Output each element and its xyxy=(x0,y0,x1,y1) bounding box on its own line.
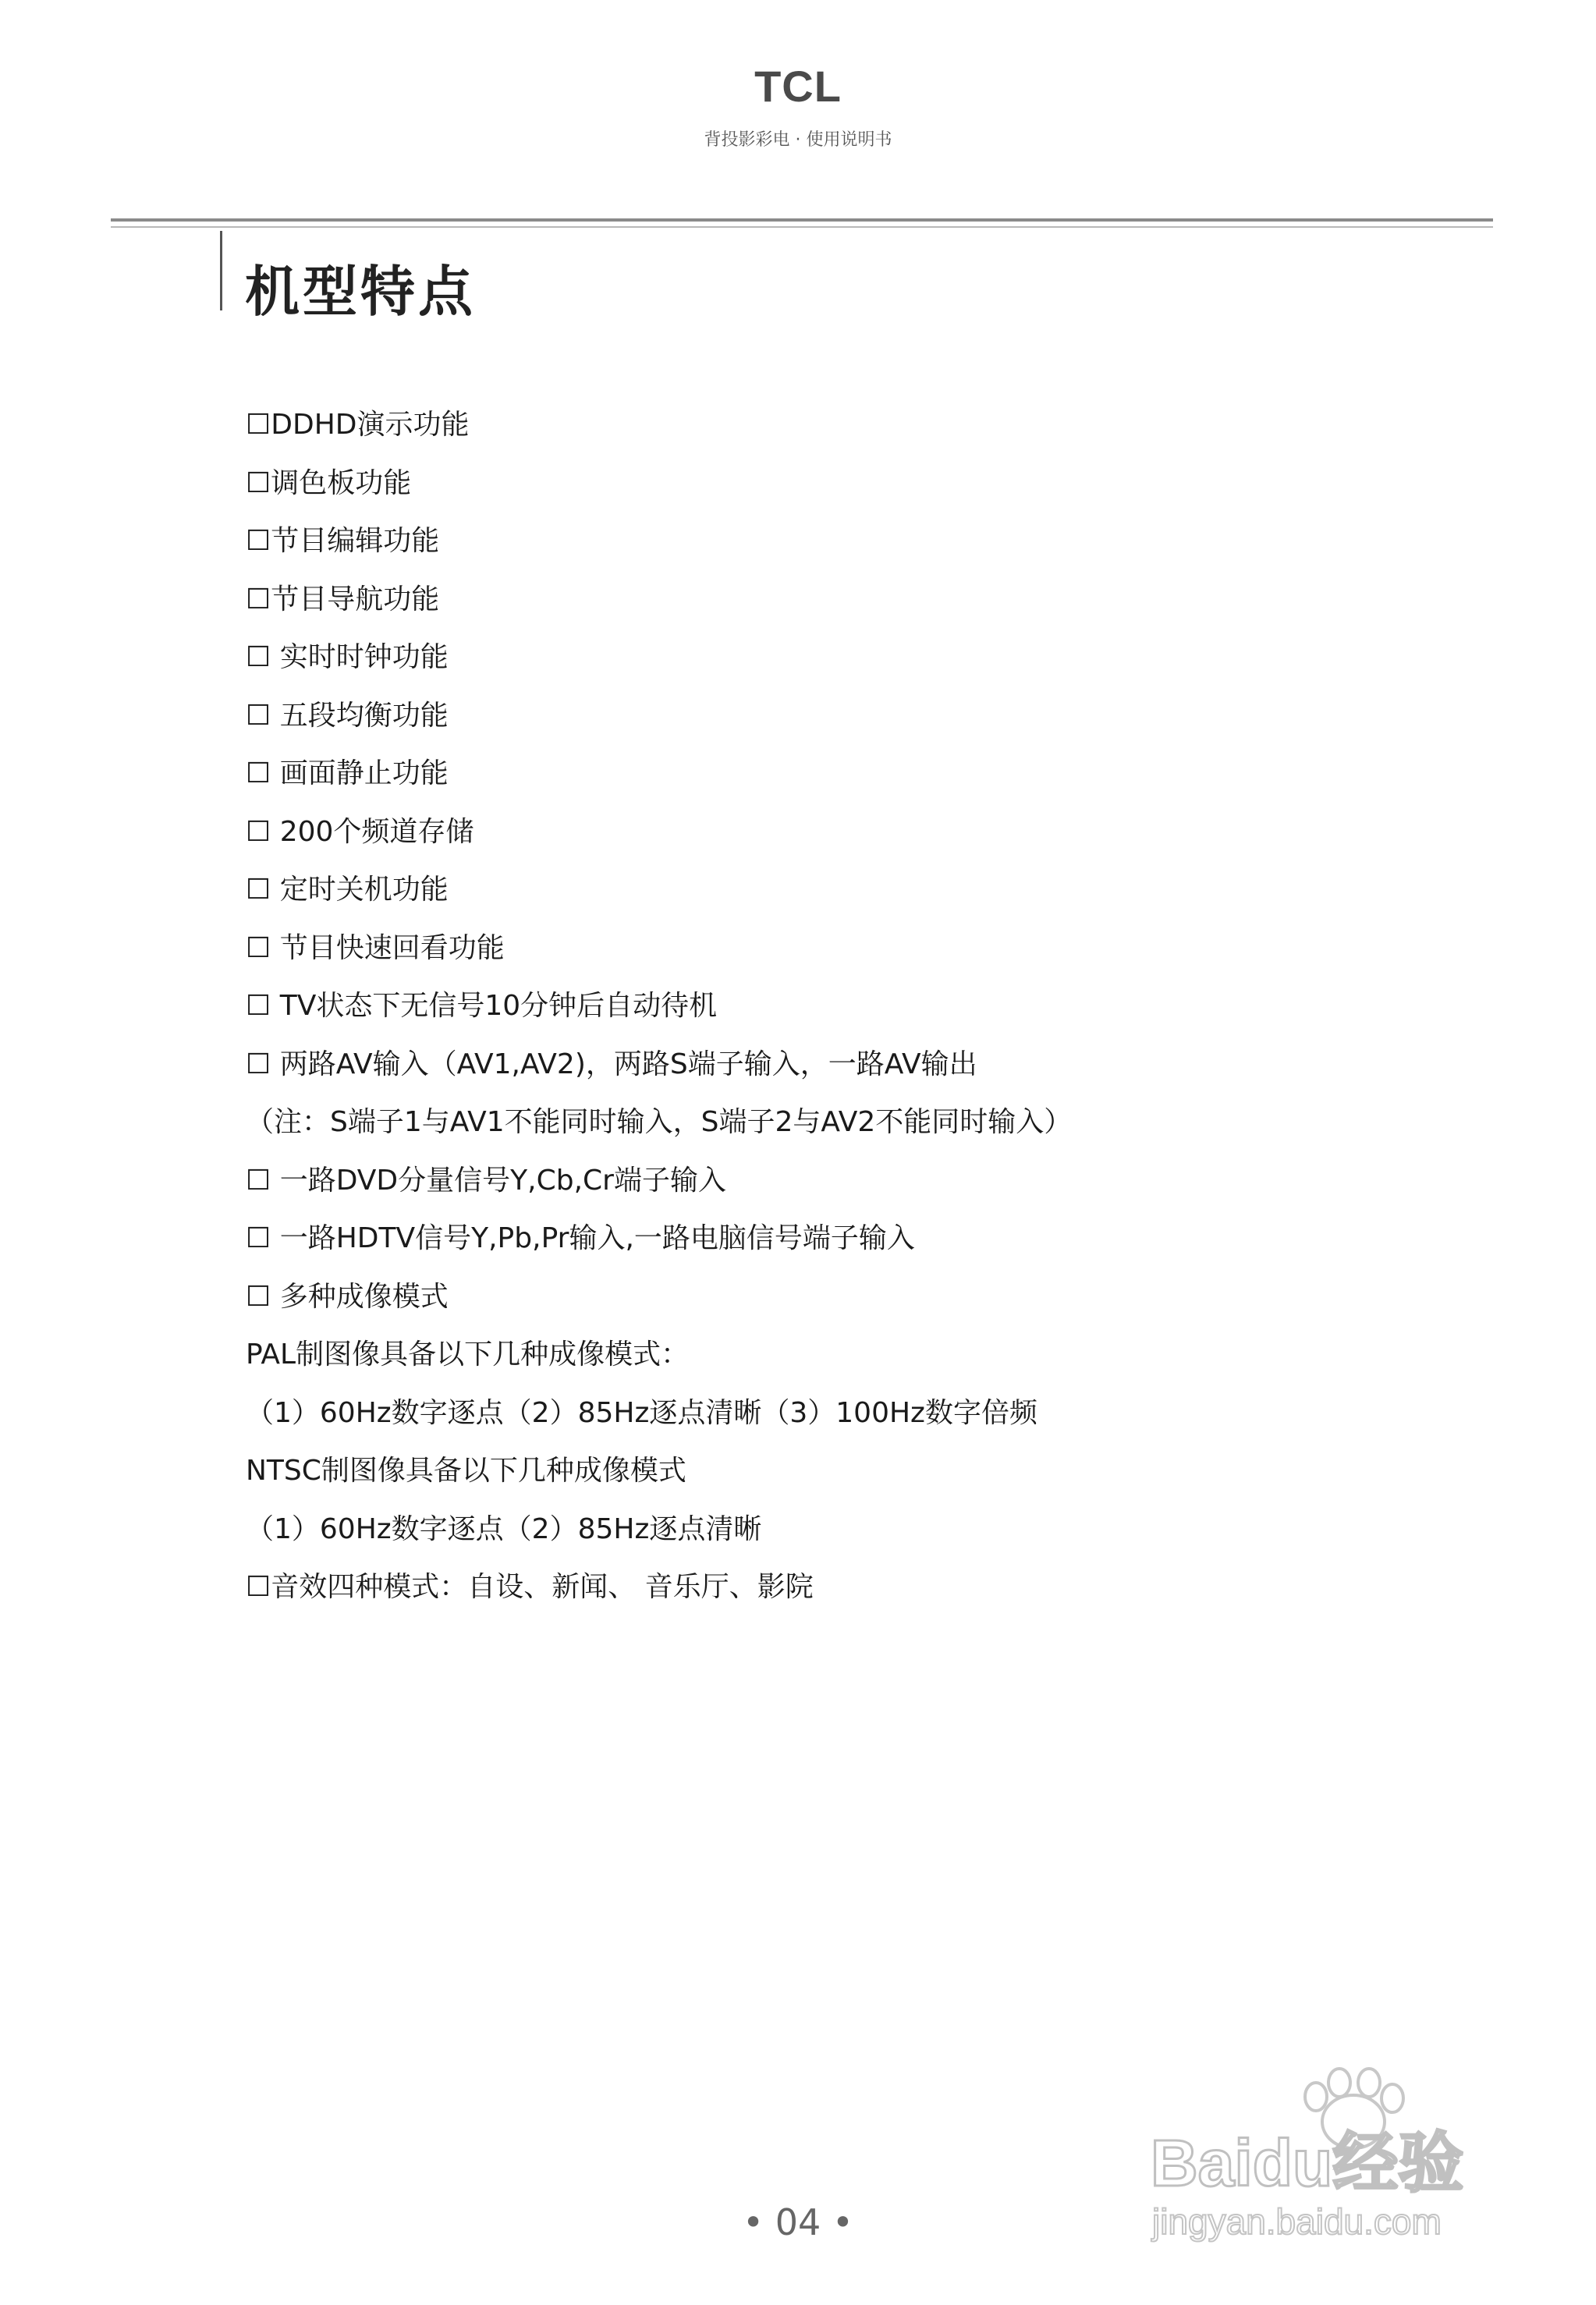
watermark-url: jingyan.baidu.com xyxy=(1152,2201,1442,2242)
header-divider-thin xyxy=(111,226,1493,228)
feature-item: ☐ 定时关机功能 xyxy=(246,874,449,906)
feature-note: （注：S端子1与AV1不能同时输入，S端子2与AV2不能同时输入） xyxy=(246,1106,1073,1138)
feature-item: ☐ 画面静止功能 xyxy=(246,757,449,789)
feature-item: ☐ 一路DVD分量信号Y,Cb,Cr端子输入 xyxy=(246,1164,726,1197)
feature-item: ☐ 实时时钟功能 xyxy=(246,641,449,673)
title-accent-bar xyxy=(220,231,222,310)
feature-item: ☐ 节目快速回看功能 xyxy=(246,931,505,964)
feature-item: ☐ 五段均衡功能 xyxy=(246,699,449,732)
manual-subtitle: 背投影彩电 · 使用说明书 xyxy=(704,130,892,150)
baidu-watermark xyxy=(1143,2067,1517,2246)
feature-list xyxy=(246,396,1416,1617)
feature-detail: （1）60Hz数字逐点（2）85Hz逐点清晰 xyxy=(246,1512,762,1545)
feature-item: ☐ TV状态下无信号10分钟后自动待机 xyxy=(246,990,718,1022)
feature-detail: NTSC制图像具备以下几种成像模式 xyxy=(246,1455,686,1487)
feature-item: ☐节目编辑功能 xyxy=(246,525,440,557)
feature-item: ☐ 一路HDTV信号Y,Pb,Pr输入,一路电脑信号端子输入 xyxy=(246,1222,915,1254)
brand-logo: TCL xyxy=(754,62,842,111)
page-title: 机型特点 xyxy=(245,260,476,324)
feature-item: ☐音效四种模式：自设、新闻、 音乐厅、影院 xyxy=(246,1571,814,1603)
feature-item: ☐节目导航功能 xyxy=(246,583,440,615)
page-number: • 04 • xyxy=(742,2201,854,2243)
feature-item: ☐调色板功能 xyxy=(246,466,412,499)
paw-icon xyxy=(1143,2067,1517,2246)
feature-item: ☐ 多种成像模式 xyxy=(246,1280,449,1313)
page-header xyxy=(0,0,1596,203)
watermark-brand: Baidu经验 xyxy=(1151,2126,1464,2200)
feature-detail: PAL制图像具备以下几种成像模式： xyxy=(246,1339,690,1371)
header-divider xyxy=(111,218,1493,222)
feature-item: ☐DDHD演示功能 xyxy=(246,409,470,441)
feature-item: ☐ 200个频道存储 xyxy=(246,815,474,848)
feature-detail: （1）60Hz数字逐点（2）85Hz逐点清晰（3）100Hz数字倍频 xyxy=(246,1396,1037,1429)
feature-item: ☐ 两路AV输入（AV1,AV2)，两路S端子输入，一路AV输出 xyxy=(246,1048,977,1080)
